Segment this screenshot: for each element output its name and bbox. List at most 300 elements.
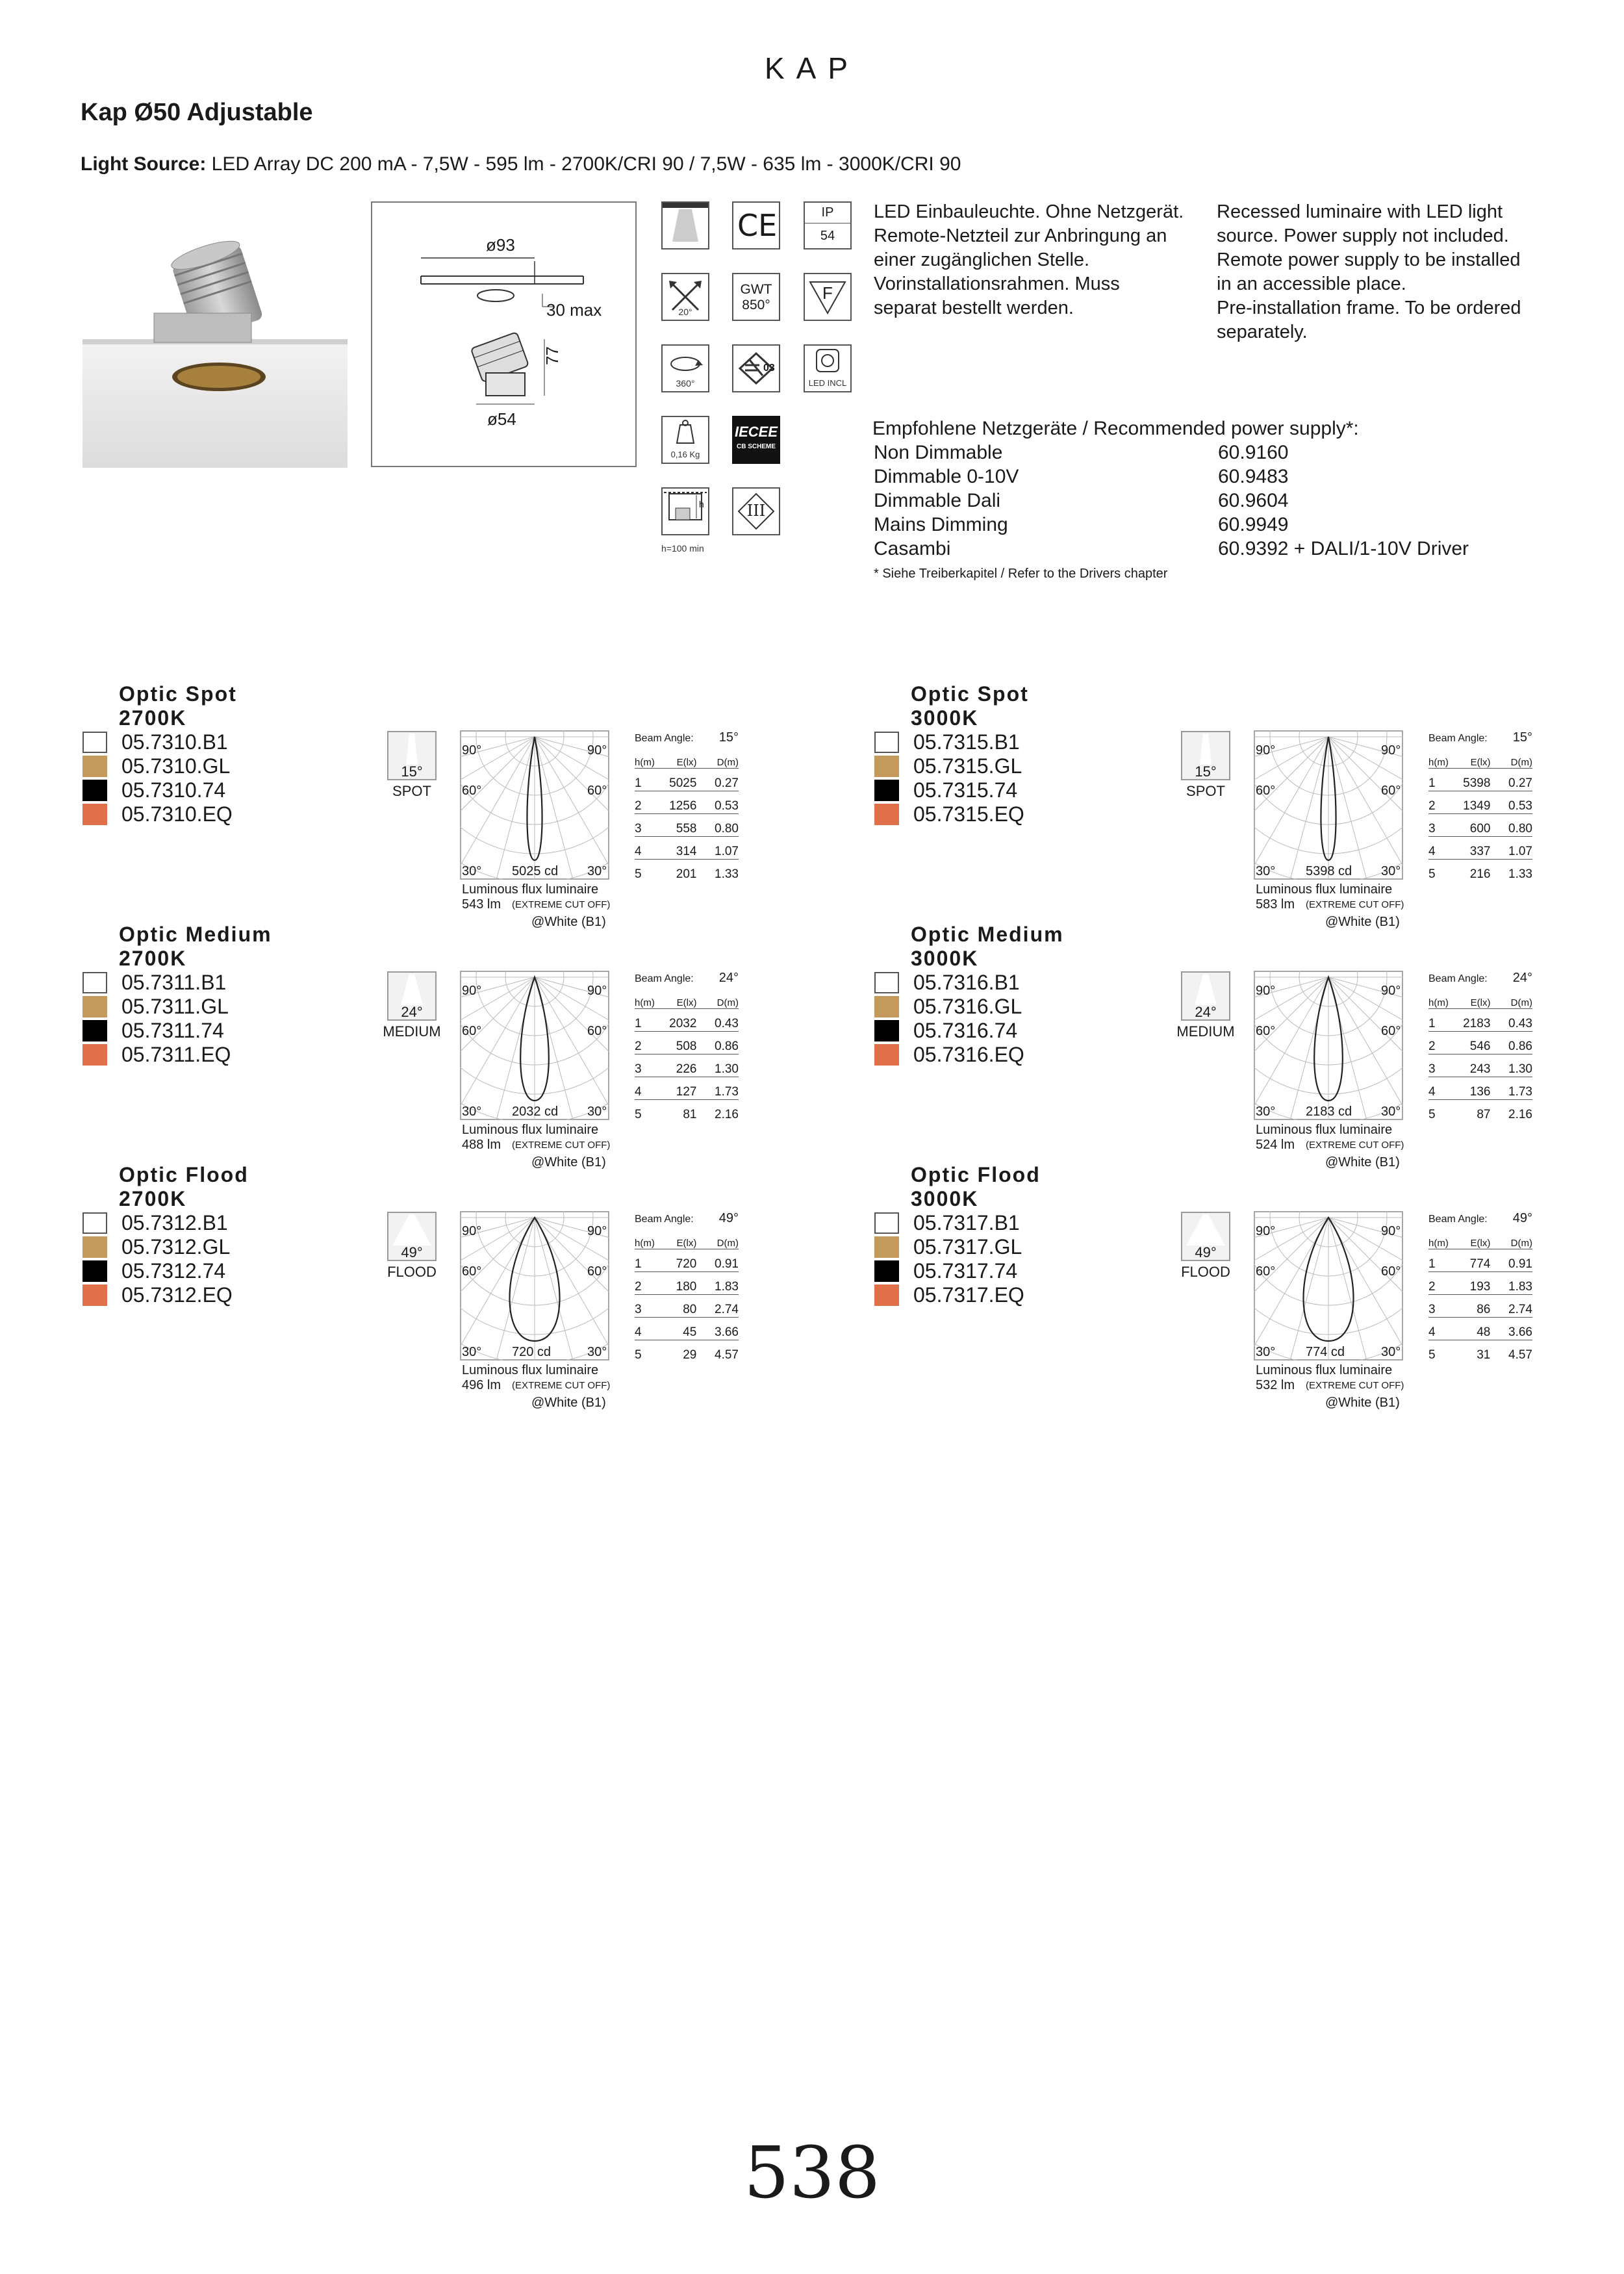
flux-label: Luminous flux luminaire: [462, 1363, 599, 1377]
description-de-line: einer zugänglichen Stelle.: [874, 249, 1090, 270]
article-codes: [82, 730, 233, 826]
cell-height: 4: [635, 837, 655, 860]
flux-value: 543 lm: [462, 897, 501, 912]
driver-name: Mains Dimming: [874, 514, 1008, 535]
driver-name: Casambi: [874, 538, 951, 559]
polar-max-intensity: 5025 cd: [512, 864, 559, 878]
polar-label-30: 30°: [462, 1345, 482, 1359]
rotation-icon: [661, 344, 709, 392]
description-de-line: LED Einbauleuchte. Ohne Netzgerät.: [874, 201, 1184, 222]
cell-diameter: 0.86: [1490, 1032, 1532, 1054]
description-en-line: Recessed luminaire with LED light: [1217, 201, 1503, 222]
article-code: [874, 971, 1024, 995]
cell-diameter: 2.74: [1490, 1295, 1532, 1318]
polar-label-90: 90°: [462, 984, 482, 998]
product-photo: [82, 203, 348, 468]
finish-swatch: [82, 1212, 107, 1234]
table-row: [635, 1009, 739, 1032]
cell-height: 5: [1428, 1108, 1436, 1121]
cell-height: 5: [1428, 867, 1436, 881]
driver-name: Dimmable 0-10V: [874, 466, 1019, 487]
table-row: [635, 1295, 739, 1318]
finish-swatch: [82, 1260, 107, 1282]
polar-max-intensity: 774 cd: [1306, 1345, 1345, 1359]
finish-swatch: [874, 1236, 899, 1258]
beam-angle-label: Beam Angle:: [1428, 973, 1488, 984]
article-code-text: 05.7311.EQ: [121, 1043, 231, 1066]
article-code: [874, 1211, 1024, 1235]
article-code: [82, 971, 231, 995]
polar-label-60: 60°: [587, 1264, 607, 1279]
col-header-d: D(m): [696, 1227, 739, 1249]
cell-diameter: 1.30: [696, 1054, 739, 1077]
polar-label-90: 90°: [587, 984, 607, 998]
white-label: @White (B1): [1325, 1396, 1400, 1410]
cell-illuminance: 80: [655, 1295, 697, 1318]
cell-height: 3: [1428, 1295, 1449, 1318]
col-header-h: h(m): [635, 746, 655, 769]
white-label: @White (B1): [531, 1396, 606, 1410]
cell-height: 1: [635, 1249, 655, 1272]
optic-cct: 2700K: [119, 1187, 187, 1210]
cell-height: 1: [1428, 1249, 1449, 1272]
table-row: [1428, 860, 1532, 882]
illuminance-table: [635, 971, 739, 1122]
iecee-text: IECEE: [734, 424, 778, 440]
table-row: [1428, 1100, 1532, 1123]
finish-swatch: [82, 1284, 107, 1306]
article-code-text: 05.7317.GL: [913, 1235, 1022, 1258]
polar-label-60: 60°: [1256, 784, 1276, 798]
cutoff-label: (EXTREME CUT OFF): [1306, 1380, 1404, 1391]
article-codes: [874, 971, 1024, 1067]
article-code: [874, 754, 1024, 778]
polar-max-intensity: 720 cd: [512, 1345, 552, 1359]
flux-value: 583 lm: [1256, 897, 1295, 912]
article-code-text: 05.7312.74: [121, 1259, 226, 1283]
cutoff-label: (EXTREME CUT OFF): [512, 1380, 611, 1391]
cell-height: 4: [1428, 1318, 1449, 1340]
illuminance-table: [635, 1211, 739, 1362]
cell-illuminance: 81: [683, 1108, 697, 1121]
optic-name: Optic Medium: [119, 923, 272, 946]
table-row: [635, 1100, 739, 1123]
driver-code: 60.9483: [1218, 466, 1289, 487]
driver-code: 60.9949: [1218, 514, 1289, 535]
beam-angle-table-value: 15°: [1512, 730, 1532, 745]
article-code-text: 05.7316.B1: [913, 971, 1020, 994]
table-row: [635, 1077, 739, 1100]
polar-label-60: 60°: [1381, 1264, 1401, 1279]
article-code-text: 05.7311.74: [121, 1019, 224, 1042]
page-number: 538: [744, 2131, 880, 2214]
description-en-line: in an accessible place.: [1217, 274, 1406, 294]
cutoff-label: (EXTREME CUT OFF): [512, 1140, 611, 1151]
cell-illuminance: 558: [655, 814, 697, 837]
col-header-d: D(m): [1490, 746, 1532, 769]
cell-illuminance: 546: [1449, 1032, 1491, 1054]
cell-illuminance: 243: [1449, 1054, 1491, 1077]
col-header-d: D(m): [1490, 1227, 1532, 1249]
polar-label-90: 90°: [587, 1224, 607, 1238]
product-title: Kap Ø50 Adjustable: [81, 99, 313, 126]
polar-label-90: 90°: [462, 743, 482, 758]
table-row: [1428, 1272, 1532, 1295]
table-row: [635, 791, 739, 814]
cell-height: 3: [635, 1295, 655, 1318]
beam-angle-value: 49°: [1195, 1244, 1217, 1260]
table-row: [635, 1054, 739, 1077]
article-code: [874, 1283, 1024, 1307]
cell-diameter: 1.83: [1490, 1272, 1532, 1295]
finish-swatch: [874, 804, 899, 825]
cell-diameter: 0.43: [1490, 1009, 1532, 1032]
cell-diameter: 0.86: [696, 1032, 739, 1054]
gwt-label: GWT: [740, 282, 772, 297]
white-label: @White (B1): [531, 915, 606, 929]
article-code: [82, 995, 231, 1019]
article-code: [874, 1259, 1024, 1283]
beam-angle-table-value: 24°: [718, 971, 739, 985]
led-included-icon: [804, 344, 852, 392]
rotation-label: 360°: [676, 378, 695, 389]
cell-illuminance: 193: [1449, 1272, 1491, 1295]
col-header-d: D(m): [696, 746, 739, 769]
table-row: [1428, 814, 1532, 837]
col-header-e: E(lx): [655, 986, 697, 1009]
power-supply-row: [872, 489, 1470, 513]
polar-label-90: 90°: [1256, 1224, 1276, 1238]
cell-diameter: 2.16: [715, 1108, 739, 1121]
article-code-text: 05.7310.B1: [121, 730, 228, 754]
cell-diameter: 3.66: [696, 1318, 739, 1340]
cell-height: 1: [1428, 1009, 1449, 1032]
brand-title: KAP: [764, 51, 860, 85]
article-code: [874, 1019, 1024, 1043]
finish-swatch: [874, 1212, 899, 1234]
table-row: [1428, 1077, 1532, 1100]
article-code: [82, 1283, 233, 1307]
col-header-e: E(lx): [655, 746, 697, 769]
polar-label-30: 30°: [1256, 864, 1276, 878]
cell-height: 3: [1428, 1054, 1449, 1077]
finish-swatch: [874, 732, 899, 753]
flux-label: Luminous flux luminaire: [1256, 882, 1393, 897]
ip-value: 54: [820, 229, 835, 243]
led-included-label: LED INCL: [808, 378, 847, 388]
dim-bottom-diameter: ø54: [487, 409, 516, 429]
article-code-text: 05.7311.B1: [121, 971, 227, 994]
article-code: [874, 995, 1024, 1019]
finish-swatch: [874, 780, 899, 801]
article-code: [82, 778, 233, 802]
cell-diameter: 1.83: [696, 1272, 739, 1295]
table-row: [635, 1340, 739, 1363]
finish-swatch: [82, 732, 107, 753]
finish-swatch: [82, 756, 107, 777]
polar-max-intensity: 5398 cd: [1306, 864, 1352, 878]
polar-label-60: 60°: [587, 1024, 607, 1038]
ce-mark-icon: [732, 201, 780, 249]
polar-label-60: 60°: [462, 784, 482, 798]
polar-label-60: 60°: [1256, 1264, 1276, 1279]
illuminance-table: [635, 730, 739, 882]
article-code: [82, 754, 233, 778]
polar-label-30: 30°: [587, 1105, 607, 1119]
driver-name: Dimmable Dali: [874, 490, 1001, 511]
table-header-row: [1428, 746, 1532, 769]
cell-illuminance: 48: [1449, 1318, 1491, 1340]
description-en-line: Pre-installation frame. To be ordered: [1217, 298, 1521, 318]
polar-label-60: 60°: [462, 1264, 482, 1279]
table-row: [635, 1318, 739, 1340]
cell-illuminance: 136: [1449, 1077, 1491, 1100]
finish-swatch: [82, 804, 107, 825]
table-row: [1428, 791, 1532, 814]
article-code: [874, 730, 1024, 754]
cell-diameter: 2.16: [1508, 1108, 1532, 1121]
article-code-text: 05.7310.GL: [121, 754, 231, 778]
beam-angle-label: Beam Angle:: [635, 973, 694, 984]
article-code: [874, 1235, 1024, 1259]
cell-diameter: 0.80: [1490, 814, 1532, 837]
optic-cct: 3000K: [911, 1187, 979, 1210]
polar-label-90: 90°: [1381, 743, 1401, 758]
cell-illuminance: 31: [1477, 1348, 1491, 1362]
flux-label: Luminous flux luminaire: [462, 882, 599, 897]
polar-label-60: 60°: [1381, 784, 1401, 798]
recess-h-label: h: [699, 499, 704, 509]
col-header-e: E(lx): [1449, 986, 1491, 1009]
white-label: @White (B1): [1325, 1155, 1400, 1169]
polar-label-30: 30°: [587, 864, 607, 878]
power-supply-title: Empfohlene Netzgeräte / Recommended power supply*:: [872, 418, 1359, 439]
cell-illuminance: 600: [1449, 814, 1491, 837]
article-code: [82, 1043, 231, 1067]
dim-top-diameter: ø93: [486, 235, 515, 255]
table-row: [635, 860, 739, 882]
cell-diameter: 1.73: [1490, 1077, 1532, 1100]
article-code: [874, 1043, 1024, 1067]
cell-height: 5: [635, 1348, 642, 1362]
beam-angle-table-value: 15°: [718, 730, 739, 745]
article-code-text: 05.7316.GL: [913, 995, 1022, 1018]
finish-swatch: [82, 972, 107, 993]
cutoff-label: (EXTREME CUT OFF): [1306, 1140, 1404, 1151]
description-en-line: source. Power supply not included.: [1217, 225, 1509, 246]
light-source: [81, 153, 961, 175]
polar-label-90: 90°: [1256, 984, 1276, 998]
col-header-d: D(m): [696, 986, 739, 1009]
article-code: [82, 802, 233, 826]
f-mark-text: F: [822, 283, 833, 303]
table-row: [1428, 1032, 1532, 1054]
flux-value: 488 lm: [462, 1138, 501, 1152]
beam-angle-value: 15°: [401, 763, 423, 780]
article-code: [82, 1019, 231, 1043]
cell-diameter: 0.91: [696, 1249, 739, 1272]
finish-swatch: [82, 780, 107, 801]
optic-name: Optic Spot: [119, 682, 237, 706]
cell-height: 5: [1428, 1348, 1436, 1362]
power-supply-section: [872, 416, 1470, 561]
optic-name: Optic Medium: [911, 923, 1064, 946]
cell-illuminance: 87: [1477, 1108, 1491, 1121]
cell-diameter: 2.74: [696, 1295, 739, 1318]
article-code-text: 05.7316.EQ: [913, 1043, 1024, 1066]
polar-label-30: 30°: [1256, 1105, 1276, 1119]
article-code-text: 05.7310.EQ: [121, 802, 233, 826]
table-row: [1428, 837, 1532, 860]
cell-illuminance: 127: [655, 1077, 697, 1100]
cell-height: 1: [635, 769, 655, 791]
cell-height: 4: [1428, 1077, 1449, 1100]
cell-diameter: 0.43: [696, 1009, 739, 1032]
flux-value: 532 lm: [1256, 1378, 1295, 1392]
article-code-text: 05.7310.74: [121, 778, 226, 802]
tilt-angle-icon: [661, 273, 709, 321]
driver-code: 60.9604: [1218, 490, 1289, 511]
cell-diameter: 0.80: [696, 814, 739, 837]
dimension-drawing: [371, 201, 637, 467]
article-code: [82, 730, 233, 754]
beam-angle-label: Beam Angle:: [1428, 1214, 1488, 1225]
beam-type: FLOOD: [387, 1264, 437, 1280]
cell-height: 5: [635, 867, 642, 881]
ip-rating-icon: [804, 201, 852, 249]
col-header-e: E(lx): [1449, 1227, 1491, 1249]
cell-illuminance: 226: [655, 1054, 697, 1077]
article-code: [82, 1259, 233, 1283]
table-row: [635, 1249, 739, 1272]
table-header-row: [635, 746, 739, 769]
cell-diameter: 1.33: [1508, 867, 1532, 881]
recess-note: h=100 min: [661, 543, 704, 554]
article-code: [82, 1235, 233, 1259]
cell-diameter: 0.91: [1490, 1249, 1532, 1272]
cell-height: 4: [635, 1318, 655, 1340]
article-code-text: 05.7317.B1: [913, 1211, 1020, 1234]
polar-label-60: 60°: [1381, 1024, 1401, 1038]
illuminance-table: [1428, 1211, 1532, 1362]
weight-icon: [661, 416, 709, 464]
description-de-line: separat bestellt werden.: [874, 298, 1074, 318]
cell-diameter: 0.53: [1490, 791, 1532, 814]
cell-height: 3: [635, 1054, 655, 1077]
gwt-icon: [732, 273, 780, 321]
finish-swatch: [874, 1284, 899, 1306]
driver-code: 60.9160: [1218, 442, 1289, 463]
cell-height: 4: [1428, 837, 1449, 860]
cell-illuminance: 2183: [1449, 1009, 1491, 1032]
description-en-line: Remote power supply to be installed: [1217, 249, 1521, 270]
power-supply-row: [872, 537, 1470, 561]
tilt-angle-label: 20°: [678, 307, 692, 317]
article-code: [874, 802, 1024, 826]
cell-height: 1: [635, 1009, 655, 1032]
col-header-h: h(m): [1428, 986, 1449, 1009]
polar-label-90: 90°: [462, 1224, 482, 1238]
description-de-line: Remote-Netzteil zur Anbringung an: [874, 225, 1167, 246]
beam-angle-table-value: 49°: [718, 1211, 739, 1225]
class-iii-icon: [732, 487, 780, 535]
cell-illuminance: 45: [655, 1318, 697, 1340]
finish-swatch: [82, 1020, 107, 1041]
cell-diameter: 0.53: [696, 791, 739, 814]
finish-swatch: [82, 1236, 107, 1258]
ce-mark-text: CE: [737, 208, 778, 243]
cell-diameter: 1.07: [696, 837, 739, 860]
flux-label: Luminous flux luminaire: [1256, 1363, 1393, 1377]
power-supply-row: [872, 513, 1470, 537]
class-iii-text: III: [746, 502, 766, 520]
cell-illuminance: 86: [1449, 1295, 1491, 1318]
polar-label-60: 60°: [1256, 1024, 1276, 1038]
ik-rating-icon: [732, 344, 780, 392]
table-header-row: [635, 986, 739, 1009]
cell-diameter: 1.33: [715, 867, 739, 881]
table-row: [1428, 1249, 1532, 1272]
polar-label-90: 90°: [1381, 1224, 1401, 1238]
article-code: [874, 778, 1024, 802]
col-header-h: h(m): [635, 986, 655, 1009]
cell-illuminance: 5025: [655, 769, 697, 791]
article-code-text: 05.7312.GL: [121, 1235, 231, 1258]
gwt-value: 850°: [742, 298, 770, 313]
cell-diameter: 0.27: [696, 769, 739, 791]
driver-code: 60.9392 + DALI/1-10V Driver: [1218, 538, 1469, 559]
table-row: [635, 814, 739, 837]
finish-swatch: [874, 996, 899, 1017]
polar-label-30: 30°: [462, 1105, 482, 1119]
cell-height: 3: [635, 814, 655, 837]
ik-value: 03: [763, 363, 775, 374]
article-code-text: 05.7316.74: [913, 1019, 1018, 1042]
polar-label-90: 90°: [587, 743, 607, 758]
polar-label-60: 60°: [462, 1024, 482, 1038]
cell-height: 2: [1428, 1032, 1449, 1054]
article-codes: [82, 971, 231, 1067]
f-mark-icon: [804, 273, 852, 321]
beam-type: FLOOD: [1181, 1264, 1230, 1280]
table-row: [1428, 1054, 1532, 1077]
table-row: [1428, 1340, 1532, 1363]
cell-height: 2: [635, 791, 655, 814]
cell-height: 2: [635, 1272, 655, 1295]
cutoff-label: (EXTREME CUT OFF): [1306, 899, 1404, 910]
cell-diameter: 0.27: [1490, 769, 1532, 791]
article-code-text: 05.7315.GL: [913, 754, 1022, 778]
cell-illuminance: 29: [683, 1348, 697, 1362]
cell-illuminance: 216: [1469, 867, 1491, 881]
table-row: [635, 837, 739, 860]
col-header-e: E(lx): [1449, 746, 1491, 769]
power-supply-row: [872, 465, 1470, 489]
beam-type: MEDIUM: [1176, 1023, 1235, 1040]
cell-height: 2: [1428, 791, 1449, 814]
col-header-d: D(m): [1490, 986, 1532, 1009]
optic-name: Optic Flood: [119, 1163, 249, 1186]
col-header-h: h(m): [635, 1227, 655, 1249]
cell-diameter: 4.57: [715, 1348, 739, 1362]
cell-diameter: 4.57: [1508, 1348, 1532, 1362]
beam-angle-value: 24°: [1195, 1004, 1217, 1020]
finish-swatch: [82, 996, 107, 1017]
cell-illuminance: 720: [655, 1249, 697, 1272]
beam-angle-table-value: 49°: [1512, 1211, 1532, 1225]
finish-swatch: [874, 972, 899, 993]
optic-name: Optic Flood: [911, 1163, 1041, 1186]
